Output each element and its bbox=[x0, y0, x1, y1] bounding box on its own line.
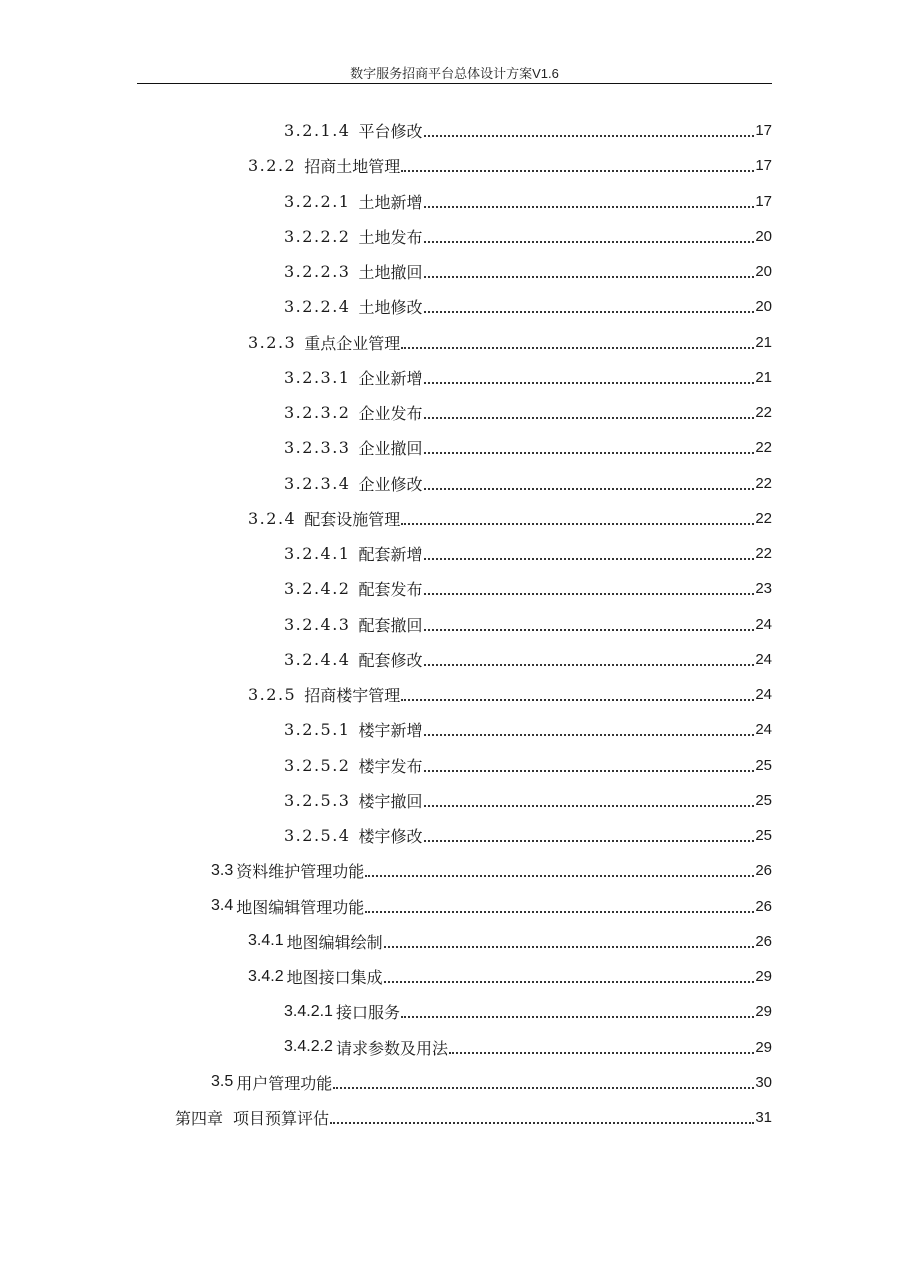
toc-entry-number: 3.2.2.4 bbox=[284, 297, 351, 317]
toc-entry-title: 招商土地管理 bbox=[304, 157, 401, 177]
toc-entry-number: 3.4.1 bbox=[248, 932, 284, 950]
toc-dot-leader bbox=[401, 346, 754, 349]
toc-entry-title: 用户管理功能 bbox=[236, 1073, 333, 1093]
toc-dot-leader bbox=[449, 1051, 754, 1054]
toc-entry-number: 3.2.5 bbox=[248, 685, 297, 704]
toc-entry[interactable] bbox=[284, 994, 772, 1029]
toc-entry[interactable] bbox=[284, 395, 772, 430]
toc-entry[interactable] bbox=[284, 783, 772, 818]
toc-entry-page: 20 bbox=[755, 298, 772, 316]
toc-entry-title: 平台修改 bbox=[358, 122, 423, 141]
toc-entry-page: 22 bbox=[755, 545, 772, 562]
toc-entry[interactable] bbox=[284, 466, 772, 501]
toc-entry-page: 30 bbox=[755, 1073, 772, 1091]
toc-entry-page: 25 bbox=[755, 827, 772, 844]
toc-entry[interactable] bbox=[248, 325, 772, 360]
toc-entry-title: 企业撤回 bbox=[358, 439, 423, 459]
toc-dot-leader bbox=[424, 205, 755, 208]
toc-dot-leader bbox=[424, 134, 755, 137]
toc-entry-title: 配套撤回 bbox=[358, 615, 423, 635]
toc-dot-leader bbox=[424, 381, 755, 384]
toc-entry[interactable] bbox=[284, 748, 772, 783]
toc-dot-leader bbox=[424, 839, 755, 842]
toc-entry-number: 3.4.2.2 bbox=[284, 1038, 333, 1055]
toc-entry-title: 重点企业管理 bbox=[304, 333, 401, 353]
toc-entry[interactable] bbox=[211, 853, 772, 888]
toc-entry-number: 3.4 bbox=[211, 897, 234, 914]
toc-entry[interactable] bbox=[284, 360, 772, 395]
toc-entry[interactable] bbox=[284, 254, 772, 289]
toc-entry-page: 24 bbox=[755, 721, 772, 739]
toc-entry-number: 3.3 bbox=[211, 861, 234, 879]
toc-entry-page: 31 bbox=[755, 1109, 772, 1126]
toc-dot-leader bbox=[424, 769, 755, 772]
toc-entry-number: 3.5 bbox=[211, 1073, 234, 1091]
toc-entry-title: 楼宇发布 bbox=[358, 756, 423, 776]
toc-entry-page: 22 bbox=[755, 509, 772, 527]
toc-entry-title: 土地新增 bbox=[358, 192, 423, 212]
toc-entry[interactable] bbox=[211, 1065, 772, 1100]
toc-entry-title: 土地发布 bbox=[358, 227, 423, 247]
toc-entry[interactable] bbox=[284, 536, 772, 571]
toc-dot-leader bbox=[424, 733, 755, 736]
toc-entry-page: 25 bbox=[755, 791, 772, 809]
toc-entry[interactable] bbox=[284, 712, 772, 747]
toc-entry-page: 17 bbox=[755, 157, 772, 175]
toc-entry-number: 3.2.2.3 bbox=[284, 262, 351, 281]
toc-entry-page: 24 bbox=[755, 615, 772, 633]
toc-entry[interactable] bbox=[284, 219, 772, 254]
toc-entry-page: 17 bbox=[755, 122, 772, 139]
toc-dot-leader bbox=[365, 910, 754, 913]
toc-entry-page: 20 bbox=[755, 263, 772, 280]
toc-entry-title: 招商楼宇管理 bbox=[304, 686, 401, 705]
toc-entry-title: 地图编辑绘制 bbox=[286, 932, 383, 952]
toc-entry-number: 3.2.3 bbox=[248, 332, 297, 352]
toc-entry-title: 土地撤回 bbox=[358, 263, 423, 282]
toc-entry-page: 23 bbox=[755, 580, 772, 598]
toc-entry-page: 26 bbox=[755, 932, 772, 950]
toc-entry-title: 企业新增 bbox=[358, 368, 423, 388]
toc-entry-title: 配套发布 bbox=[358, 580, 423, 600]
toc-entry[interactable] bbox=[248, 148, 772, 183]
toc-entry-page: 29 bbox=[755, 1003, 772, 1021]
toc-entry[interactable] bbox=[248, 501, 772, 536]
header-title: 数字服务招商平台总体设计方案 bbox=[350, 67, 533, 82]
toc-entry-page: 17 bbox=[755, 192, 772, 210]
toc-dot-leader bbox=[424, 663, 755, 666]
toc-entry-number: 3.2.2.2 bbox=[284, 226, 351, 246]
toc-dot-leader bbox=[330, 1121, 754, 1124]
toc-entry-page: 24 bbox=[755, 650, 772, 668]
toc-entry[interactable] bbox=[284, 184, 772, 219]
toc-entry-number: 3.4.2 bbox=[248, 967, 284, 985]
toc-entry-number: 3.2.3.3 bbox=[284, 438, 351, 458]
toc-dot-leader bbox=[333, 1086, 754, 1089]
toc-entry-number: 3.2.4.3 bbox=[284, 614, 351, 634]
header-rule bbox=[137, 83, 772, 84]
toc-entry-page: 26 bbox=[755, 862, 772, 880]
page-header bbox=[137, 64, 772, 84]
toc-dot-leader bbox=[365, 874, 754, 877]
toc-entry-page: 21 bbox=[755, 333, 772, 351]
toc-entry[interactable] bbox=[284, 642, 772, 677]
toc-entry-title: 地图编辑管理功能 bbox=[236, 897, 365, 917]
toc-entry-title: 配套修改 bbox=[358, 650, 423, 670]
toc-entry-title: 资料维护管理功能 bbox=[236, 862, 365, 882]
toc-entry[interactable] bbox=[284, 571, 772, 606]
toc-dot-leader bbox=[384, 945, 755, 948]
toc-dot-leader bbox=[424, 310, 755, 313]
toc-entry-number: 3.4.2.1 bbox=[284, 1002, 333, 1020]
toc-entry-number: 3.2.5.3 bbox=[284, 790, 351, 810]
toc-entry-page: 29 bbox=[755, 1038, 772, 1056]
toc-entry-number: 3.2.5.2 bbox=[284, 755, 351, 775]
toc-entry-page: 26 bbox=[755, 897, 772, 915]
toc-entry-title: 楼宇新增 bbox=[358, 721, 423, 741]
toc-entry-number: 3.2.5.1 bbox=[284, 720, 351, 740]
toc-entry-page: 22 bbox=[755, 404, 772, 421]
toc-entry[interactable] bbox=[284, 607, 772, 642]
toc-entry-number: 3.2.4.2 bbox=[284, 579, 351, 599]
toc-dot-leader bbox=[424, 557, 755, 560]
toc-entry-title: 项目预算评估 bbox=[233, 1109, 330, 1128]
toc-entry-page: 25 bbox=[755, 756, 772, 774]
toc-entry-number: 3.2.5.4 bbox=[284, 826, 351, 845]
toc-entry-title: 企业修改 bbox=[358, 474, 423, 494]
toc-entry[interactable] bbox=[211, 889, 772, 924]
toc-dot-leader bbox=[424, 451, 755, 454]
toc-entry-title: 地图接口集成 bbox=[286, 968, 383, 987]
toc-dot-leader bbox=[424, 804, 755, 807]
toc-entry-number: 第四章 bbox=[175, 1109, 224, 1128]
toc-entry-title: 企业发布 bbox=[358, 404, 423, 423]
toc-dot-leader bbox=[401, 522, 754, 525]
toc-dot-leader bbox=[424, 275, 755, 278]
toc-entry[interactable] bbox=[248, 677, 772, 712]
toc-entry-title: 楼宇修改 bbox=[358, 827, 423, 846]
toc-entry[interactable] bbox=[284, 289, 772, 324]
toc-entry-number: 3.2.3.1 bbox=[284, 367, 351, 387]
header-version: V1.6 bbox=[532, 66, 559, 81]
toc-entry-number: 3.2.2.1 bbox=[284, 191, 351, 211]
toc-dot-leader bbox=[401, 698, 754, 701]
toc-entry-title: 土地修改 bbox=[358, 298, 423, 318]
toc-entry-number: 3.2.3.4 bbox=[284, 473, 351, 493]
toc-dot-leader bbox=[401, 169, 754, 172]
toc-dot-leader bbox=[424, 487, 755, 490]
toc-entry[interactable] bbox=[175, 1100, 772, 1135]
toc-entry-title: 配套新增 bbox=[358, 545, 423, 564]
toc-entry-number: 3.2.2 bbox=[248, 156, 297, 176]
toc-dot-leader bbox=[424, 628, 755, 631]
toc-entry-page: 22 bbox=[755, 439, 772, 457]
toc-entry-title: 楼宇撤回 bbox=[358, 791, 423, 811]
toc-dot-leader bbox=[424, 416, 755, 419]
toc-entry-title: 配套设施管理 bbox=[304, 509, 401, 529]
toc-dot-leader bbox=[401, 1015, 754, 1018]
toc-entry-page: 20 bbox=[755, 227, 772, 245]
toc-entry-number: 3.2.4.1 bbox=[284, 544, 351, 563]
toc-entry[interactable] bbox=[284, 113, 772, 148]
toc-entry[interactable] bbox=[248, 959, 772, 994]
toc-entry-number: 3.2.3.2 bbox=[284, 403, 351, 422]
toc-entry-number: 3.2.4.4 bbox=[284, 649, 351, 669]
toc-entry[interactable] bbox=[284, 430, 772, 465]
toc-entry[interactable] bbox=[248, 924, 772, 959]
toc-dot-leader bbox=[424, 240, 755, 243]
toc-entry[interactable] bbox=[284, 818, 772, 853]
toc-entry-page: 22 bbox=[755, 474, 772, 492]
toc-dot-leader bbox=[424, 592, 755, 595]
toc-entry-page: 29 bbox=[755, 968, 772, 985]
toc-entry-page: 24 bbox=[755, 686, 772, 703]
toc-entry-title: 接口服务 bbox=[335, 1003, 400, 1023]
toc-entry-page: 21 bbox=[755, 368, 772, 386]
toc-entry-number: 3.2.4 bbox=[248, 508, 297, 528]
toc-entry[interactable] bbox=[284, 1030, 772, 1065]
toc-dot-leader bbox=[384, 980, 755, 983]
toc-entry-number: 3.2.1.4 bbox=[284, 121, 351, 140]
toc-entry-title: 请求参数及用法 bbox=[335, 1038, 448, 1058]
